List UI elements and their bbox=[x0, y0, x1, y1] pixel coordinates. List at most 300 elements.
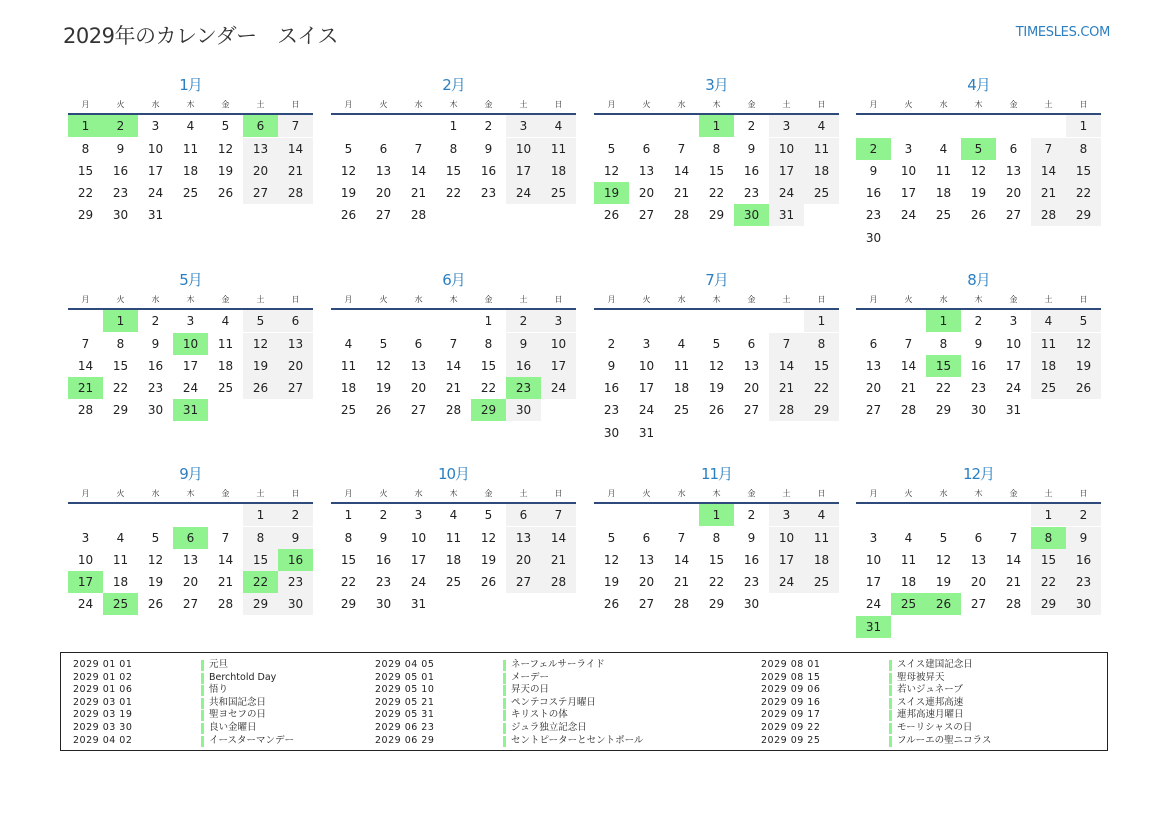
day-cell: 20 bbox=[638, 186, 655, 201]
day-cell: 13 bbox=[970, 552, 987, 567]
day-cell: 9 bbox=[747, 530, 756, 545]
week-row bbox=[856, 571, 1101, 593]
holiday-date: 2029 09 22 bbox=[761, 721, 821, 733]
week-row bbox=[68, 204, 313, 226]
day-cell: 29 bbox=[935, 403, 952, 418]
day-cell: 26 bbox=[708, 403, 725, 418]
week-row bbox=[331, 138, 576, 160]
day-cell: 10 bbox=[769, 138, 804, 160]
weekday-label: 月 bbox=[344, 489, 353, 498]
weekday-label: 火 bbox=[904, 295, 913, 304]
day-cell: 15 bbox=[804, 355, 839, 377]
weekday-label: 水 bbox=[414, 295, 423, 304]
day-cell: 6 bbox=[642, 141, 651, 156]
day-cell: 22 bbox=[77, 186, 94, 201]
holiday-marker bbox=[889, 698, 892, 709]
day-cell: 23 bbox=[278, 571, 313, 593]
day-cell: 14 bbox=[900, 358, 917, 373]
weekday-label: 火 bbox=[379, 489, 388, 498]
day-cell: 15 bbox=[445, 163, 462, 178]
month-title: 10月 bbox=[437, 465, 470, 483]
holiday-name: 元旦 bbox=[209, 659, 229, 670]
day-cell: 29 bbox=[77, 208, 94, 223]
day-cell: 28 bbox=[445, 403, 462, 418]
day-cell: 24 bbox=[410, 575, 427, 590]
weekday-label: 水 bbox=[414, 100, 423, 109]
week-row bbox=[331, 549, 576, 571]
weekday-label: 月 bbox=[607, 489, 616, 498]
month-title: 5月 bbox=[179, 271, 202, 289]
day-cell: 4 bbox=[116, 530, 125, 545]
day-cell: 21 bbox=[673, 575, 690, 590]
weekday-header bbox=[856, 97, 1101, 115]
holiday-marker bbox=[503, 685, 506, 696]
day-cell: 15 bbox=[1031, 549, 1066, 571]
day-cell: 9 bbox=[379, 530, 388, 545]
day-cell: 12 bbox=[340, 163, 357, 178]
day-cell: 23 bbox=[865, 208, 882, 223]
day-cell: 29 bbox=[112, 403, 129, 418]
empty-cell bbox=[629, 504, 664, 526]
empty-cell bbox=[436, 204, 471, 226]
day-cell: 10 bbox=[77, 552, 94, 567]
holiday-name: ペンテコステ月曜日 bbox=[511, 696, 596, 708]
day-cell: 20 bbox=[182, 575, 199, 590]
empty-cell bbox=[331, 310, 366, 332]
day-cell: 5 bbox=[221, 119, 230, 134]
day-cell: 20 bbox=[638, 575, 655, 590]
day-cell: 11 bbox=[804, 138, 839, 160]
day-cell: 29 bbox=[708, 597, 725, 612]
holiday-name: フルーエの聖ニコラス bbox=[897, 734, 992, 746]
empty-cell bbox=[856, 504, 891, 526]
weekday-label: 火 bbox=[116, 489, 125, 498]
holiday-marker bbox=[201, 710, 204, 721]
day-cell: 4 bbox=[677, 336, 686, 351]
day-cell: 17 bbox=[865, 575, 882, 590]
day-cell: 1 bbox=[1066, 115, 1101, 137]
weekday-label: 木 bbox=[712, 489, 721, 498]
empty-cell bbox=[961, 504, 996, 526]
day-cell: 26 bbox=[603, 208, 620, 223]
day-cell: 20 bbox=[865, 381, 882, 396]
week-row bbox=[594, 310, 839, 332]
day-cell: 15 bbox=[1066, 160, 1101, 182]
day-cell: 23 bbox=[112, 186, 129, 201]
day-cell: 1 bbox=[804, 310, 839, 332]
holiday-marker bbox=[201, 698, 204, 709]
day-cell: 28 bbox=[77, 403, 94, 418]
week-row bbox=[331, 355, 576, 377]
day-cell: 5 bbox=[151, 530, 160, 545]
legend-item bbox=[73, 735, 294, 748]
empty-cell bbox=[173, 504, 208, 526]
day-cell: 17 bbox=[1005, 358, 1022, 373]
week-row bbox=[331, 571, 576, 593]
holiday-name: 連邦高速月曜日 bbox=[897, 709, 964, 721]
day-cell: 14 bbox=[673, 163, 690, 178]
week-row bbox=[594, 355, 839, 377]
week-row bbox=[68, 138, 313, 160]
day-cell: 2 bbox=[974, 314, 983, 329]
empty-cell bbox=[594, 504, 629, 526]
site-link[interactable]: TIMESLES.COM bbox=[1015, 25, 1110, 40]
week-row bbox=[594, 333, 839, 355]
week-row bbox=[856, 115, 1101, 137]
day-cell: 8 bbox=[243, 527, 278, 549]
day-cell: 28 bbox=[1005, 597, 1022, 612]
weekday-label: 日 bbox=[817, 295, 826, 304]
day-cell: 16 bbox=[865, 186, 882, 201]
week-row bbox=[68, 182, 313, 204]
day-cell: 13 bbox=[865, 358, 882, 373]
day-cell: 30 bbox=[112, 208, 129, 223]
weekday-label: 月 bbox=[869, 100, 878, 109]
day-cell: 4 bbox=[541, 115, 576, 137]
weekday-label: 火 bbox=[379, 100, 388, 109]
day-cell: 31 bbox=[147, 208, 164, 223]
day-cell: 18 bbox=[340, 381, 357, 396]
empty-cell bbox=[996, 227, 1031, 249]
legend-column bbox=[375, 659, 643, 747]
holiday-day-cell: 25 bbox=[103, 593, 138, 615]
weekday-header bbox=[856, 486, 1101, 504]
week-row bbox=[331, 333, 576, 355]
day-cell: 22 bbox=[1031, 571, 1066, 593]
day-cell: 16 bbox=[147, 358, 164, 373]
weekday-label: 月 bbox=[607, 100, 616, 109]
holiday-marker bbox=[889, 723, 892, 734]
week-row bbox=[594, 115, 839, 137]
weekday-label: 火 bbox=[379, 295, 388, 304]
month-2 bbox=[331, 73, 576, 226]
empty-cell bbox=[594, 115, 629, 137]
week-row bbox=[594, 399, 839, 421]
day-cell: 15 bbox=[480, 358, 497, 373]
holiday-date: 2029 04 02 bbox=[73, 734, 133, 746]
day-cell: 2 bbox=[151, 314, 160, 329]
empty-cell bbox=[804, 204, 839, 226]
empty-cell bbox=[243, 204, 278, 226]
week-row bbox=[68, 115, 313, 137]
weekday-label: 火 bbox=[116, 100, 125, 109]
week-row bbox=[331, 204, 576, 226]
day-cell: 11 bbox=[804, 527, 839, 549]
legend-item bbox=[761, 672, 991, 685]
weekday-label: 木 bbox=[449, 489, 458, 498]
week-row bbox=[68, 333, 313, 355]
weekday-label: 木 bbox=[186, 295, 195, 304]
holiday-name: セントピーターとセントポール bbox=[511, 734, 644, 746]
day-cell: 16 bbox=[112, 163, 129, 178]
day-cell: 21 bbox=[900, 381, 917, 396]
day-cell: 5 bbox=[243, 310, 278, 332]
weekday-label: 木 bbox=[712, 100, 721, 109]
holiday-day-cell: 16 bbox=[278, 549, 313, 571]
day-cell: 1 bbox=[344, 508, 353, 523]
month-title: 9月 bbox=[179, 465, 202, 483]
holiday-marker bbox=[201, 660, 204, 671]
empty-cell bbox=[1066, 616, 1101, 638]
empty-cell bbox=[1066, 399, 1101, 421]
day-cell: 30 bbox=[1066, 593, 1101, 615]
week-row bbox=[331, 310, 576, 332]
day-cell: 10 bbox=[506, 138, 541, 160]
day-cell: 11 bbox=[340, 358, 357, 373]
day-cell: 28 bbox=[217, 597, 234, 612]
week-row bbox=[856, 355, 1101, 377]
weekday-label: 水 bbox=[939, 489, 948, 498]
day-cell: 9 bbox=[747, 141, 756, 156]
holiday-day-cell: 21 bbox=[68, 377, 103, 399]
month-10 bbox=[331, 462, 576, 615]
day-cell: 18 bbox=[804, 160, 839, 182]
legend-item bbox=[73, 709, 294, 722]
day-cell: 5 bbox=[1066, 310, 1101, 332]
weekday-label: 日 bbox=[817, 100, 826, 109]
day-cell: 20 bbox=[243, 160, 278, 182]
empty-cell bbox=[664, 310, 699, 332]
month-1 bbox=[68, 73, 313, 226]
day-cell: 11 bbox=[935, 163, 952, 178]
empty-cell bbox=[208, 504, 243, 526]
legend-item bbox=[761, 684, 991, 697]
day-cell: 27 bbox=[638, 597, 655, 612]
empty-cell bbox=[664, 115, 699, 137]
day-cell: 7 bbox=[541, 504, 576, 526]
empty-cell bbox=[1031, 616, 1066, 638]
week-row bbox=[594, 504, 839, 526]
holiday-date: 2029 01 02 bbox=[73, 671, 133, 683]
day-cell: 21 bbox=[1005, 575, 1022, 590]
weekday-label: 水 bbox=[677, 295, 686, 304]
day-cell: 17 bbox=[638, 381, 655, 396]
empty-cell bbox=[891, 504, 926, 526]
day-cell: 5 bbox=[379, 336, 388, 351]
week-row bbox=[68, 504, 313, 526]
week-row bbox=[856, 377, 1101, 399]
day-cell: 2 bbox=[607, 336, 616, 351]
empty-cell bbox=[1031, 227, 1066, 249]
day-cell: 23 bbox=[743, 575, 760, 590]
day-cell: 11 bbox=[182, 141, 199, 156]
weekday-label: 水 bbox=[939, 295, 948, 304]
week-row bbox=[856, 182, 1101, 204]
week-row bbox=[68, 571, 313, 593]
day-cell: 14 bbox=[217, 552, 234, 567]
day-cell: 12 bbox=[970, 163, 987, 178]
legend-item bbox=[73, 722, 294, 735]
holiday-name: ジュラ独立記念日 bbox=[511, 721, 587, 733]
day-cell: 25 bbox=[673, 403, 690, 418]
day-cell: 13 bbox=[638, 163, 655, 178]
holiday-date: 2029 01 06 bbox=[73, 684, 133, 696]
week-row bbox=[594, 204, 839, 226]
empty-cell bbox=[103, 504, 138, 526]
week-row bbox=[594, 571, 839, 593]
day-cell: 28 bbox=[1031, 204, 1066, 226]
weekday-header bbox=[68, 292, 313, 310]
day-cell: 17 bbox=[900, 186, 917, 201]
weekday-label: 月 bbox=[81, 489, 90, 498]
week-row bbox=[856, 204, 1101, 226]
day-cell: 10 bbox=[865, 552, 882, 567]
day-cell: 12 bbox=[243, 333, 278, 355]
day-cell: 6 bbox=[747, 336, 756, 351]
day-cell: 8 bbox=[484, 336, 493, 351]
week-row bbox=[856, 399, 1101, 421]
weekday-label: 木 bbox=[449, 295, 458, 304]
day-cell: 14 bbox=[673, 552, 690, 567]
day-cell: 16 bbox=[1066, 549, 1101, 571]
day-cell: 7 bbox=[904, 336, 913, 351]
holiday-date: 2029 01 01 bbox=[73, 659, 133, 670]
day-cell: 14 bbox=[77, 358, 94, 373]
empty-cell bbox=[734, 310, 769, 332]
empty-cell bbox=[734, 422, 769, 444]
day-cell: 28 bbox=[278, 182, 313, 204]
empty-cell bbox=[804, 593, 839, 615]
week-row bbox=[856, 527, 1101, 549]
month-4 bbox=[856, 73, 1101, 249]
day-cell: 21 bbox=[410, 186, 427, 201]
weekday-label: 土 bbox=[519, 100, 528, 109]
holiday-date: 2029 09 17 bbox=[761, 709, 821, 721]
empty-cell bbox=[471, 204, 506, 226]
empty-cell bbox=[891, 616, 926, 638]
day-cell: 17 bbox=[769, 160, 804, 182]
week-row bbox=[856, 333, 1101, 355]
day-cell: 10 bbox=[541, 333, 576, 355]
legend-item bbox=[761, 697, 991, 710]
day-cell: 24 bbox=[506, 182, 541, 204]
week-row bbox=[331, 527, 576, 549]
empty-cell bbox=[926, 227, 961, 249]
day-cell: 21 bbox=[673, 186, 690, 201]
day-cell: 13 bbox=[1005, 163, 1022, 178]
week-row bbox=[331, 504, 576, 526]
month-title: 3月 bbox=[705, 76, 728, 94]
month-title: 6月 bbox=[442, 271, 465, 289]
empty-cell bbox=[996, 504, 1031, 526]
day-cell: 21 bbox=[278, 160, 313, 182]
day-cell: 24 bbox=[182, 381, 199, 396]
day-cell: 10 bbox=[769, 527, 804, 549]
weekday-label: 木 bbox=[974, 295, 983, 304]
day-cell: 18 bbox=[445, 552, 462, 567]
empty-cell bbox=[138, 504, 173, 526]
empty-cell bbox=[506, 593, 541, 615]
empty-cell bbox=[401, 115, 436, 137]
legend-item bbox=[375, 684, 643, 697]
day-cell: 7 bbox=[221, 530, 230, 545]
week-row bbox=[68, 593, 313, 615]
day-cell: 26 bbox=[375, 403, 392, 418]
month-6 bbox=[331, 268, 576, 421]
week-row bbox=[594, 138, 839, 160]
week-row bbox=[856, 593, 1101, 615]
day-cell: 27 bbox=[638, 208, 655, 223]
holiday-name: スイス連邦高速 bbox=[897, 696, 964, 708]
day-cell: 14 bbox=[541, 527, 576, 549]
empty-cell bbox=[804, 422, 839, 444]
day-cell: 4 bbox=[804, 504, 839, 526]
legend-item bbox=[761, 659, 991, 672]
day-cell: 19 bbox=[1066, 355, 1101, 377]
day-cell: 2 bbox=[506, 310, 541, 332]
day-cell: 10 bbox=[410, 530, 427, 545]
day-cell: 30 bbox=[147, 403, 164, 418]
day-cell: 23 bbox=[743, 186, 760, 201]
empty-cell bbox=[278, 204, 313, 226]
weekday-label: 日 bbox=[291, 489, 300, 498]
holiday-marker bbox=[889, 660, 892, 671]
day-cell: 7 bbox=[1031, 138, 1066, 160]
day-cell: 17 bbox=[769, 549, 804, 571]
holiday-day-cell: 25 bbox=[891, 593, 926, 615]
holiday-name: メーデー bbox=[511, 671, 550, 683]
month-3 bbox=[594, 73, 839, 226]
day-cell: 8 bbox=[116, 336, 125, 351]
week-row bbox=[68, 377, 313, 399]
day-cell: 4 bbox=[186, 119, 195, 134]
day-cell: 3 bbox=[151, 119, 160, 134]
holiday-date: 2029 09 25 bbox=[761, 734, 821, 746]
weekday-label: 日 bbox=[1079, 295, 1088, 304]
empty-cell bbox=[961, 227, 996, 249]
day-cell: 31 bbox=[410, 597, 427, 612]
day-cell: 28 bbox=[410, 208, 427, 223]
day-cell: 8 bbox=[344, 530, 353, 545]
week-row bbox=[68, 399, 313, 421]
holiday-date: 2029 03 01 bbox=[73, 696, 133, 708]
empty-cell bbox=[961, 616, 996, 638]
weekday-label: 水 bbox=[677, 100, 686, 109]
day-cell: 7 bbox=[414, 141, 423, 156]
day-cell: 12 bbox=[935, 552, 952, 567]
day-cell: 19 bbox=[935, 575, 952, 590]
day-cell: 2 bbox=[1066, 504, 1101, 526]
week-row bbox=[856, 160, 1101, 182]
day-cell: 4 bbox=[449, 508, 458, 523]
holiday-marker bbox=[503, 660, 506, 671]
day-cell: 6 bbox=[1009, 141, 1018, 156]
weekday-label: 金 bbox=[1009, 100, 1018, 109]
weekday-label: 月 bbox=[81, 100, 90, 109]
day-cell: 16 bbox=[506, 355, 541, 377]
holiday-day-cell: 22 bbox=[243, 571, 278, 593]
day-cell: 25 bbox=[445, 575, 462, 590]
weekday-label: 土 bbox=[782, 295, 791, 304]
day-cell: 14 bbox=[278, 138, 313, 160]
day-cell: 28 bbox=[900, 403, 917, 418]
weekday-label: 土 bbox=[782, 489, 791, 498]
week-row bbox=[594, 593, 839, 615]
day-cell: 2 bbox=[379, 508, 388, 523]
day-cell: 10 bbox=[147, 141, 164, 156]
day-cell: 6 bbox=[974, 530, 983, 545]
weekday-label: 金 bbox=[747, 100, 756, 109]
day-cell: 15 bbox=[708, 552, 725, 567]
empty-cell bbox=[366, 310, 401, 332]
holiday-date: 2029 05 01 bbox=[375, 671, 435, 683]
holiday-date: 2029 06 23 bbox=[375, 721, 435, 733]
day-cell: 7 bbox=[769, 333, 804, 355]
holiday-day-cell: 1 bbox=[68, 115, 103, 137]
holiday-name: 昇天の日 bbox=[511, 684, 550, 696]
day-cell: 11 bbox=[541, 138, 576, 160]
day-cell: 6 bbox=[869, 336, 878, 351]
